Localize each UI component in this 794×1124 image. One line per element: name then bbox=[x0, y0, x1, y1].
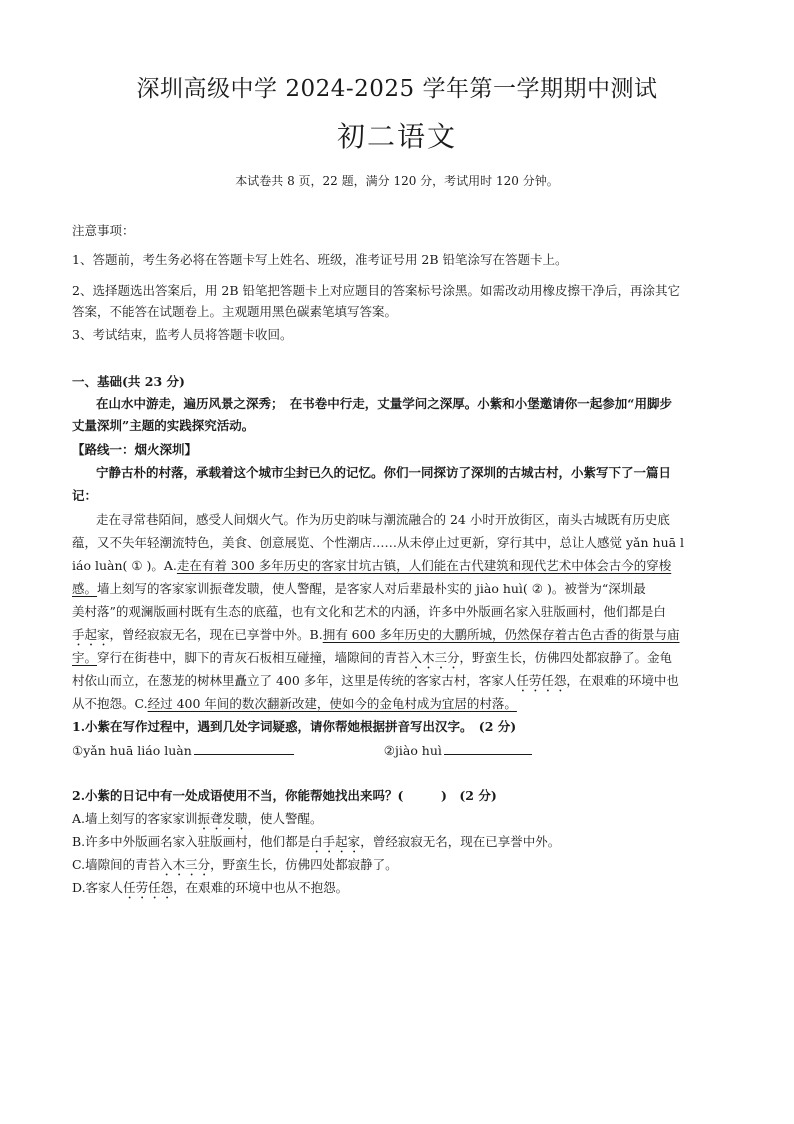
dotted-idiom: 手起家 bbox=[72, 627, 110, 642]
dotted-idiom: 振聋发聩 bbox=[197, 811, 248, 826]
passage-text: 从不抱怨。C. bbox=[72, 696, 148, 711]
route-heading: 【路线一：烟火深圳】 bbox=[72, 442, 198, 457]
option-c[interactable] bbox=[72, 855, 728, 879]
passage-line bbox=[72, 556, 728, 575]
option-text: ，使人警醒。 bbox=[247, 811, 323, 826]
passage-line bbox=[72, 579, 728, 598]
underlined-sentence-a-end: 感。 bbox=[72, 581, 98, 596]
passage-line bbox=[72, 625, 728, 649]
passage-line bbox=[72, 648, 728, 672]
option-b[interactable] bbox=[72, 832, 728, 856]
passage-text: 穿行在街巷中，脚下的青灰石板相互碰撞，墙隙间的青苔 bbox=[97, 650, 410, 665]
question-1-answers bbox=[72, 741, 728, 760]
route-intro-2: 记： bbox=[72, 488, 98, 503]
option-text: A.墙上刻写的客家家训 bbox=[72, 811, 198, 826]
passage-text: ，曾经寂寂无名，现在已享誉中外。B. bbox=[109, 627, 323, 642]
passage-text: ，在艰难的环境中也 bbox=[566, 673, 679, 688]
route-intro-1: 宁静古朴的村落，承载着这个城市尘封已久的记忆。你们一同探访了深圳的古城古村，小紫写下了一篇日 bbox=[96, 465, 672, 480]
pinyin-2: ②jiào huì bbox=[383, 743, 442, 758]
option-text: C.墙隙间的青苔 bbox=[72, 857, 161, 872]
answer-blank-2[interactable] bbox=[444, 742, 532, 755]
notice-item-3: 3、考试结束，监考人员将答题卡收回。 bbox=[72, 327, 293, 342]
passage-line bbox=[72, 694, 728, 713]
dotted-idiom: 任劳任怨 bbox=[123, 880, 174, 895]
underlined-sentence-b: 拥有 600 多年历史的大鹏所城，仍然保存着古色古香的街景与庙 bbox=[322, 627, 680, 642]
option-text: D.客家人 bbox=[72, 880, 124, 895]
option-text: ，曾经寂寂无名，现在已享誉中外。 bbox=[360, 834, 561, 849]
section-intro-2: 丈量深圳”主题的实践探究活动。 bbox=[72, 418, 255, 433]
passage-line: 美村落”的观澜版画村既有生态的底蕴，也有文化和艺术的内涵，许多中外版画名家入驻版画村，他们都是白 bbox=[72, 604, 666, 619]
question-2-stem: 2.小紫的日记中有一处成语使用不当，你能帮她找出来吗？( ) (2 分) bbox=[72, 788, 497, 803]
dotted-idiom: 入木三分 bbox=[409, 650, 460, 665]
passage-line: 蕴，又不失年轻潮流特色，美食、创意展览、个性潮店……从未停止过更新，穿行其中，总让人感觉 yǎn huā l bbox=[72, 535, 685, 550]
option-text: ，在艰难的环境中也从不抱怨。 bbox=[173, 880, 349, 895]
option-text: ，野蛮生长，仿佛四处都寂静了。 bbox=[210, 857, 398, 872]
notice-heading: 注意事项： bbox=[72, 223, 135, 238]
dotted-idiom: 入木三分 bbox=[160, 857, 211, 872]
pinyin-1: ①yǎn huā liáo luàn bbox=[72, 743, 192, 758]
section-heading: 一、基础(共 23 分) bbox=[72, 374, 185, 389]
question-1-stem: 1.小紫在写作过程中，遇到几处字词疑惑，请你帮她根据拼音写出汉字。 (2 分) bbox=[72, 719, 517, 734]
option-a[interactable] bbox=[72, 809, 728, 833]
notice-item-1: 1、答题前，考生务必将在答题卡写上姓名、班级，准考证号用 2B 铅笔涂写在答题卡上。 bbox=[72, 252, 568, 267]
option-text: B.许多中外版画名家入驻版画村，他们都是 bbox=[72, 834, 311, 849]
option-d[interactable] bbox=[72, 878, 728, 902]
passage-text: 墙上刻写的客家家训振聋发聩，使人警醒，是客家人对后辈最朴实的 jiào huì( ② )。被誉为“深圳最 bbox=[97, 581, 646, 596]
dotted-idiom: 任劳任怨 bbox=[516, 673, 567, 688]
underlined-sentence-a: 走在有着 300 多年历史的客家甘坑古镇，人们能在古代建筑和现代艺术中体会古今的穿梭 bbox=[176, 558, 672, 573]
notice-item-2: 2、选择题选出答案后，用 2B 铅笔把答题卡上对应题目的答案标号涂黑。如需改动用橡皮擦干净后，再涂其它 bbox=[72, 283, 681, 298]
notice-item-2-cont: 答案，不能答在试题卷上。主观题用黑色碳素笔填写答案。 bbox=[72, 304, 398, 319]
section-intro-1: 在山水中游走，遍历风景之深秀； 在书卷中行走，丈量学问之深厚。小紫和小堡邀请你一起参加“用脚步 bbox=[96, 396, 672, 411]
passage-text: iáo luàn( ① )。A. bbox=[72, 558, 177, 573]
underlined-sentence-b-end: 宇。 bbox=[72, 650, 98, 665]
underlined-sentence-c: 经过 400 年间的数次翻新改建，使如今的金龟村成为宜居的村落。 bbox=[147, 696, 517, 711]
passage-line bbox=[72, 671, 728, 695]
answer-blank-1[interactable] bbox=[194, 742, 294, 755]
exam-info: 本试卷共 8 页，22 题，满分 120 分，考试用时 120 分钟。 bbox=[235, 174, 559, 188]
passage-text: 村依山而立，在葱茏的树林里矗立了 400 多年，这里是传统的客家古村，客家人 bbox=[72, 673, 517, 688]
exam-title: 深圳高级中学 2024-2025 学年第一学期期中测试 bbox=[136, 76, 658, 102]
dotted-idiom: 白手起家 bbox=[310, 834, 361, 849]
passage-text: ，野蛮生长，仿佛四处都寂静了。金龟 bbox=[459, 650, 673, 665]
subject-title: 初二语文 bbox=[336, 120, 457, 153]
passage-line: 走在寻常巷陌间，感受人间烟火气。作为历史韵味与潮流融合的 24 小时开放街区，南头古城既有历史底 bbox=[96, 512, 670, 527]
